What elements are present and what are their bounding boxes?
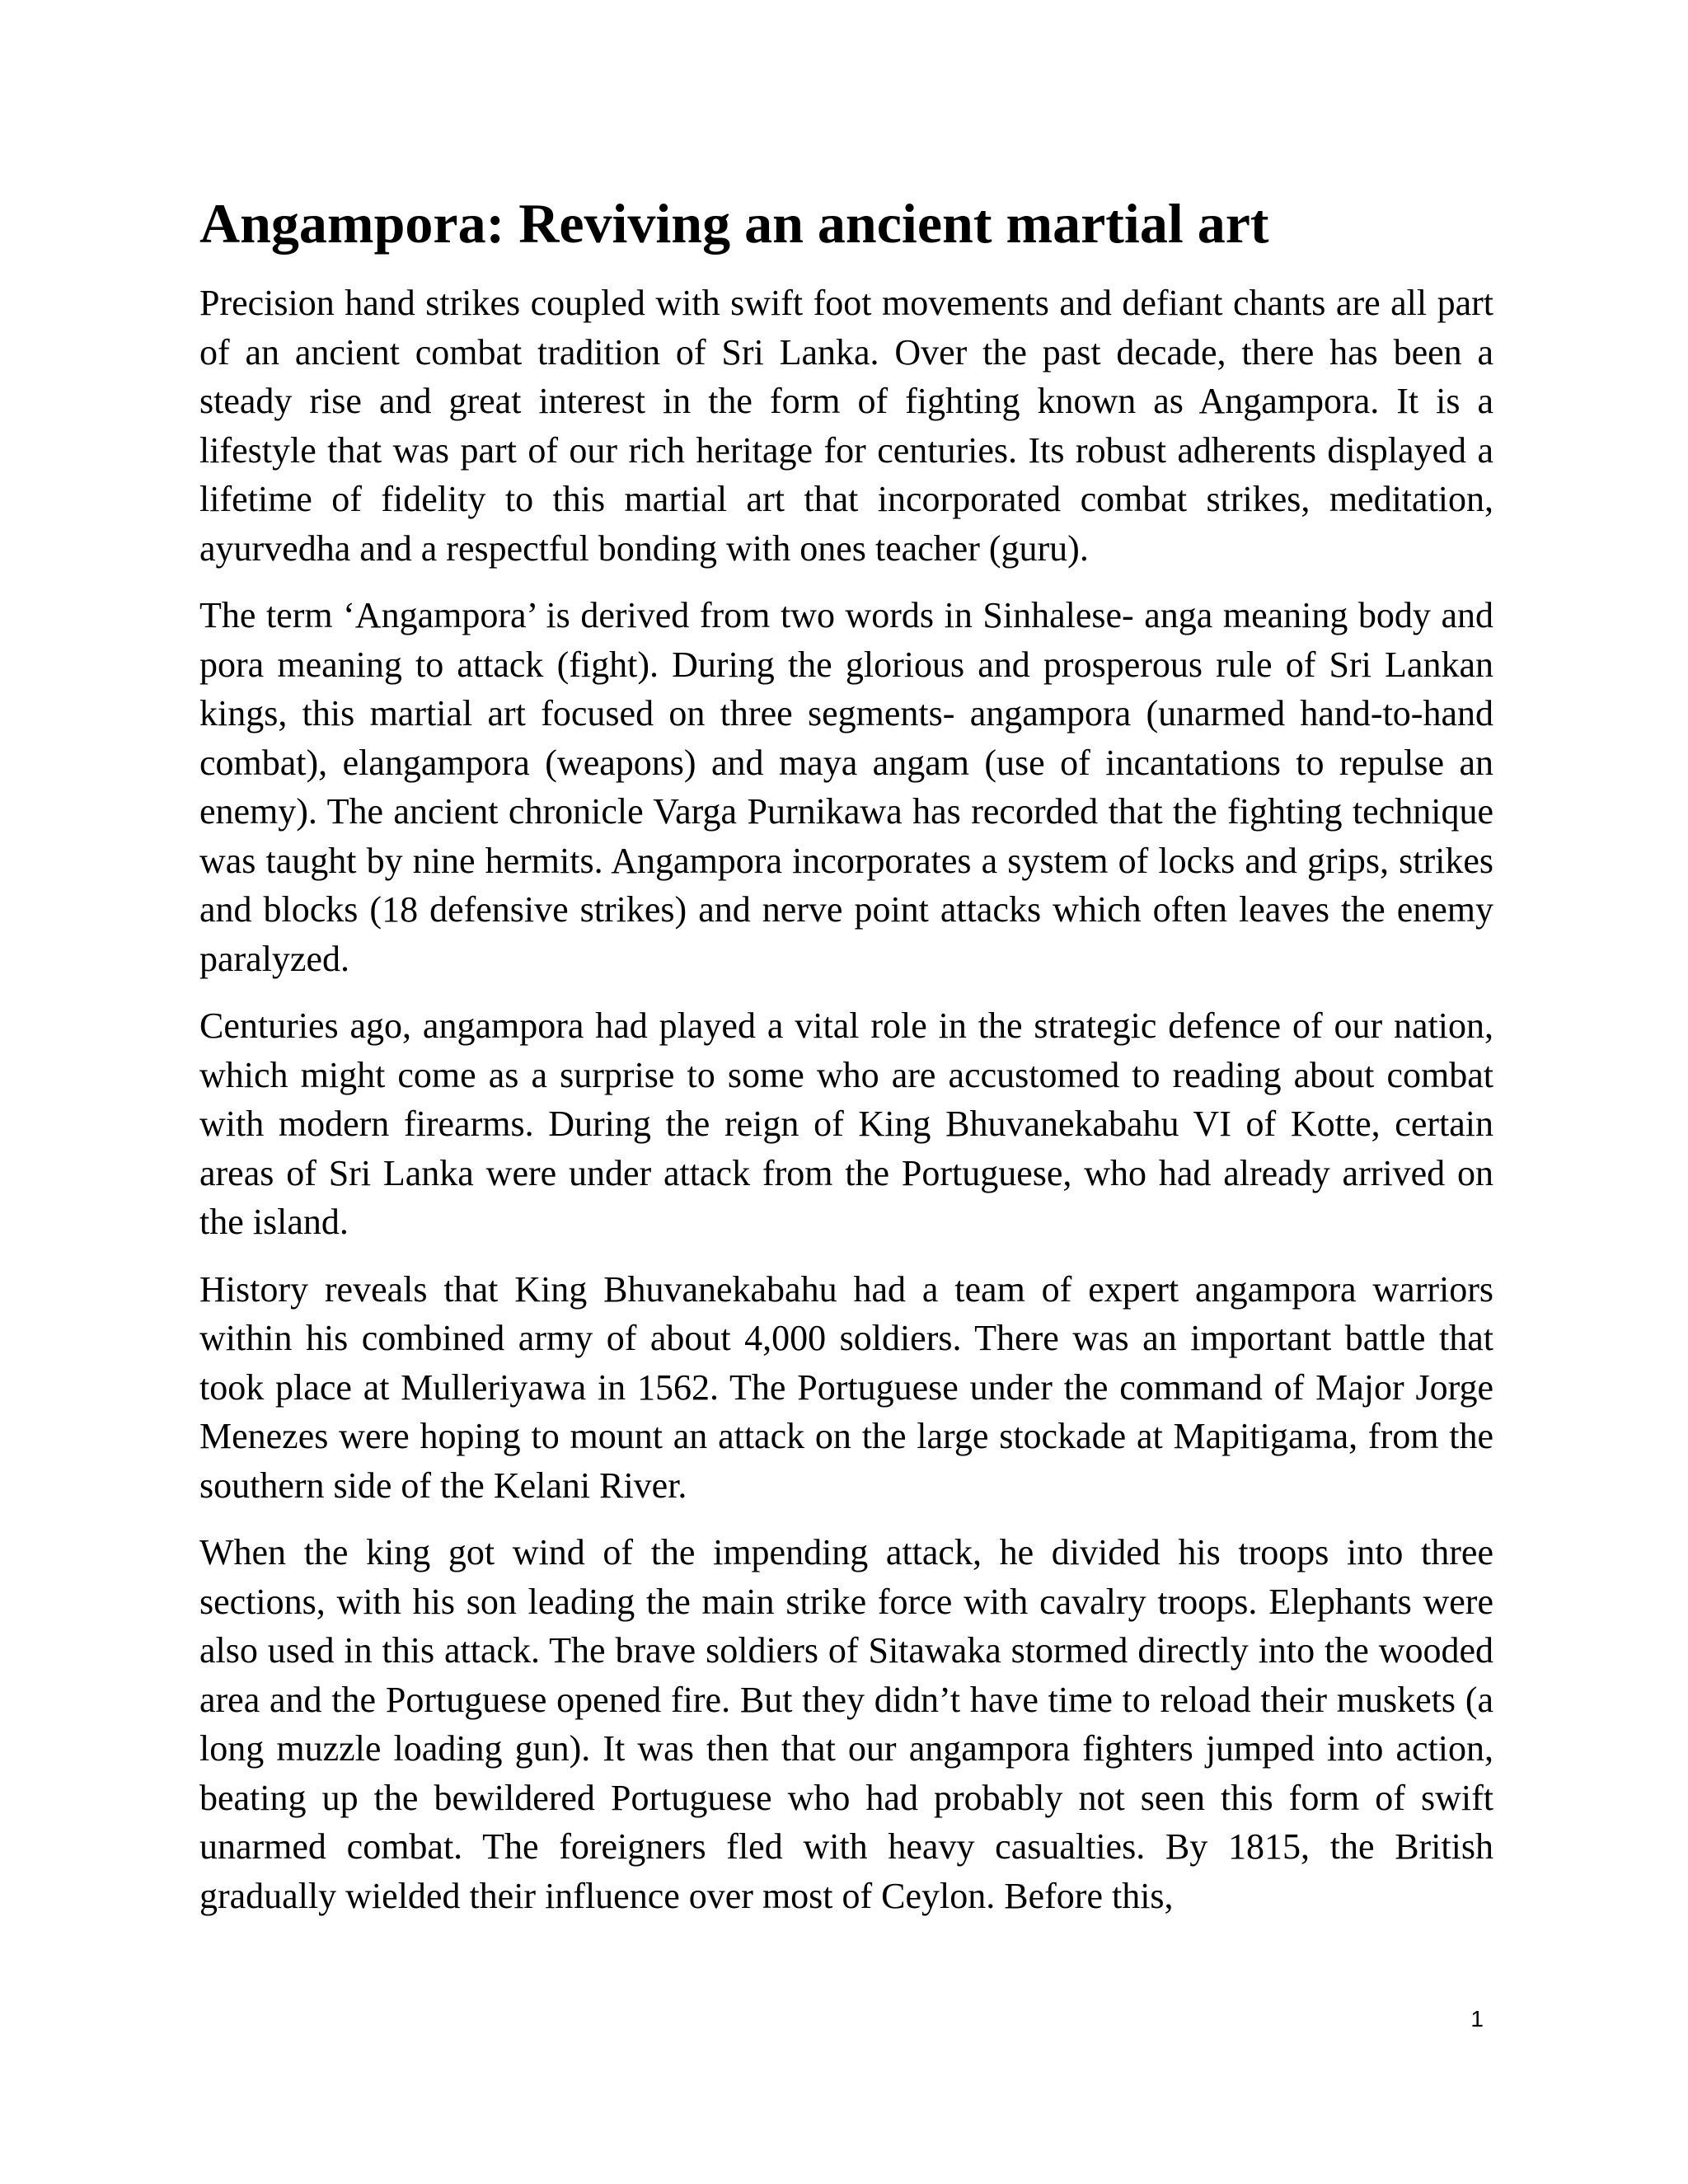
paragraph-3: Centuries ago, angampora had played a vital role in the strategic defence of our nation, which might come as a surprise to some who are accustomed to reading about combat with modern firearms. During the reign of King Bhuvanekabahu VI of Kotte, certain areas of Sri Lanka were under attack from the Portuguese, who had already arrived on the island. — [199, 1005, 1493, 1243]
page-number: 1 — [1470, 2006, 1484, 2032]
paragraph-2: The term ‘Angampora’ is derived from two words in Sinhalese- anga meaning body and pora meaning to attack (fight). During the glorious and prosperous rule of Sri Lankan kings, this martial art focused on three segments- angampora (unarmed hand-to-hand combat), elangampora (weapons) and maya angam (use of incantations to repulse an enemy). The ancient chronicle Varga Purnikawa has recorded that the fighting technique was taught by nine hermits. Angampora incorporates a system of locks and grips, strikes and blocks (18 defensive strikes) and nerve point attacks which often leaves the enemy paralyzed. — [199, 595, 1493, 979]
paragraph-1: Precision hand strikes coupled with swift foot movements and defiant chants are all part of an ancient combat tradition of Sri Lanka. Over the past decade, there has been a steady rise and great interest in the form of fighting known as Angampora. It is a lifestyle that was part of our rich heritage for centuries. Its robust adherents displayed a lifetime of fidelity to this martial art that incorporated combat strikes, meditation, ayurvedha and a respectful bonding with ones teacher (guru). — [199, 283, 1493, 569]
article-title: Angampora: Reviving an ancient martial art — [199, 192, 1269, 255]
paragraph-5: When the king got wind of the impending attack, he divided his troops into three sections, with his son leading the main strike force with cavalry troops. Elephants were also used in this attack. The brave soldiers of Sitawaka stormed directly into the wooded area and the Portuguese opened fire. But they didn’t have time to reload their muskets (a long muzzle loading gun). It was then that our angampora fighters jumped into action, beating up the bewildered Portuguese who had probably not seen this form of swift unarmed combat. The foreigners fled with heavy casualties. By 1815, the British gradually wielded their influence over most of Ceylon. Before this, — [199, 1532, 1493, 1916]
page-content — [199, 191, 1493, 1938]
paragraph-4: History reveals that King Bhuvanekabahu had a team of expert angampora warriors within his combined army of about 4,000 soldiers. There was an important battle that took place at Mulleriyawa in 1562. The Portuguese under the command of Major Jorge Menezes were hoping to mount an attack on the large stockade at Mapitigama, from the southern side of the Kelani River. — [199, 1268, 1493, 1506]
